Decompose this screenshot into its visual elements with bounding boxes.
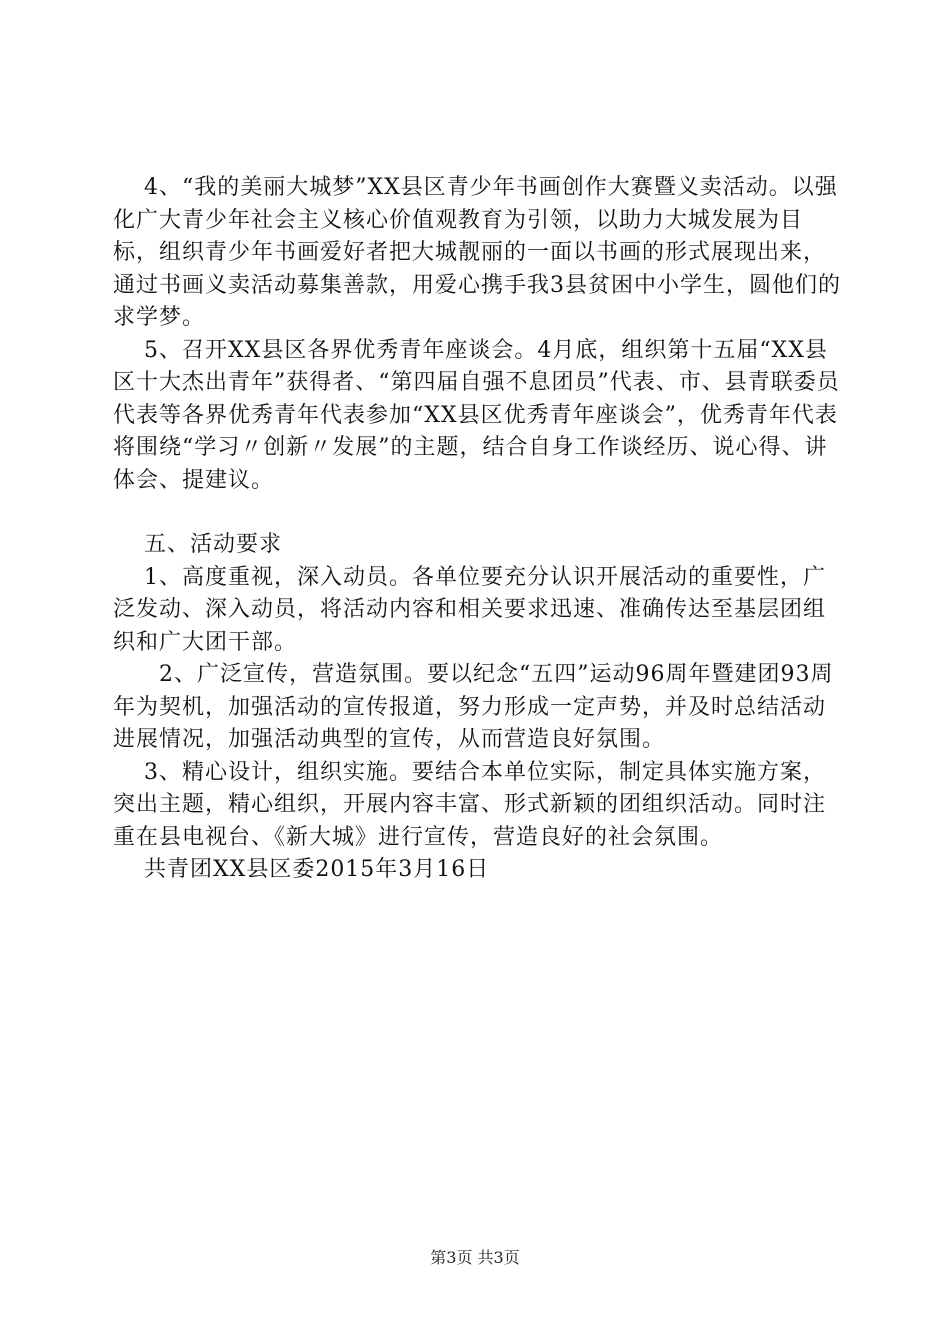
paragraph-gap bbox=[113, 497, 841, 529]
signature-date-line: 共青团XX县区委2015年3月16日 bbox=[113, 857, 490, 882]
paragraph-requirement-1: 1、高度重视，深入动员。各单位要充分认识开展活动的重要性，广泛发动、深入动员，将活动内容和相关要求迅速、准确传达至基层团组织和广大团干部。 bbox=[113, 564, 827, 655]
paragraph-requirement-3: 3、精心设计，组织实施。要结合本单位实际，制定具体实施方案，突出主题，精心组织，开展内容丰富、形式新颖的团组织活动。同时注重在县电视台、《新大城》进行宣传，营造良好的社会氛围。 bbox=[113, 759, 827, 850]
document-body bbox=[113, 172, 841, 887]
paragraph-activity-5: 5、召开XX县区各界优秀青年座谈会。4月底，组织第十五届“XX县区十大杰出青年”获得者、“第四届自强不息团员”代表、市、县青联委员代表等各界优秀青年代表参加“XX县区优秀青年座谈会”，优秀青年代表将围绕“学习〃创新〃发展”的主题，结合自身工作谈经历、说心得、讲体会、提建议。 bbox=[113, 337, 840, 493]
page-number-footer: 第3页 共3页 bbox=[430, 1248, 520, 1267]
paragraph-activity-4: 4、“我的美丽大城梦”XX县区青少年书画创作大赛暨义卖活动。以强化广大青少年社会主义核心价值观教育为引领，以助力大城发展为目标，组织青少年书画爱好者把大城靓丽的一面以书画的形式展现出来，通过书画义卖活动募集善款，用爱心携手我3县贫困中小学生，圆他们的求学梦。 bbox=[113, 175, 841, 330]
paragraph-requirement-2: 2、广泛宣传，营造氛围。要以纪念“五四”运动96周年暨建团93周年为契机，加强活动的宣传报道，努力形成一定声势，并及时总结活动进展情况，加强活动典型的宣传，从而营造良好氛围。 bbox=[113, 662, 834, 752]
section-heading-requirements: 五、活动要求 bbox=[113, 532, 282, 557]
